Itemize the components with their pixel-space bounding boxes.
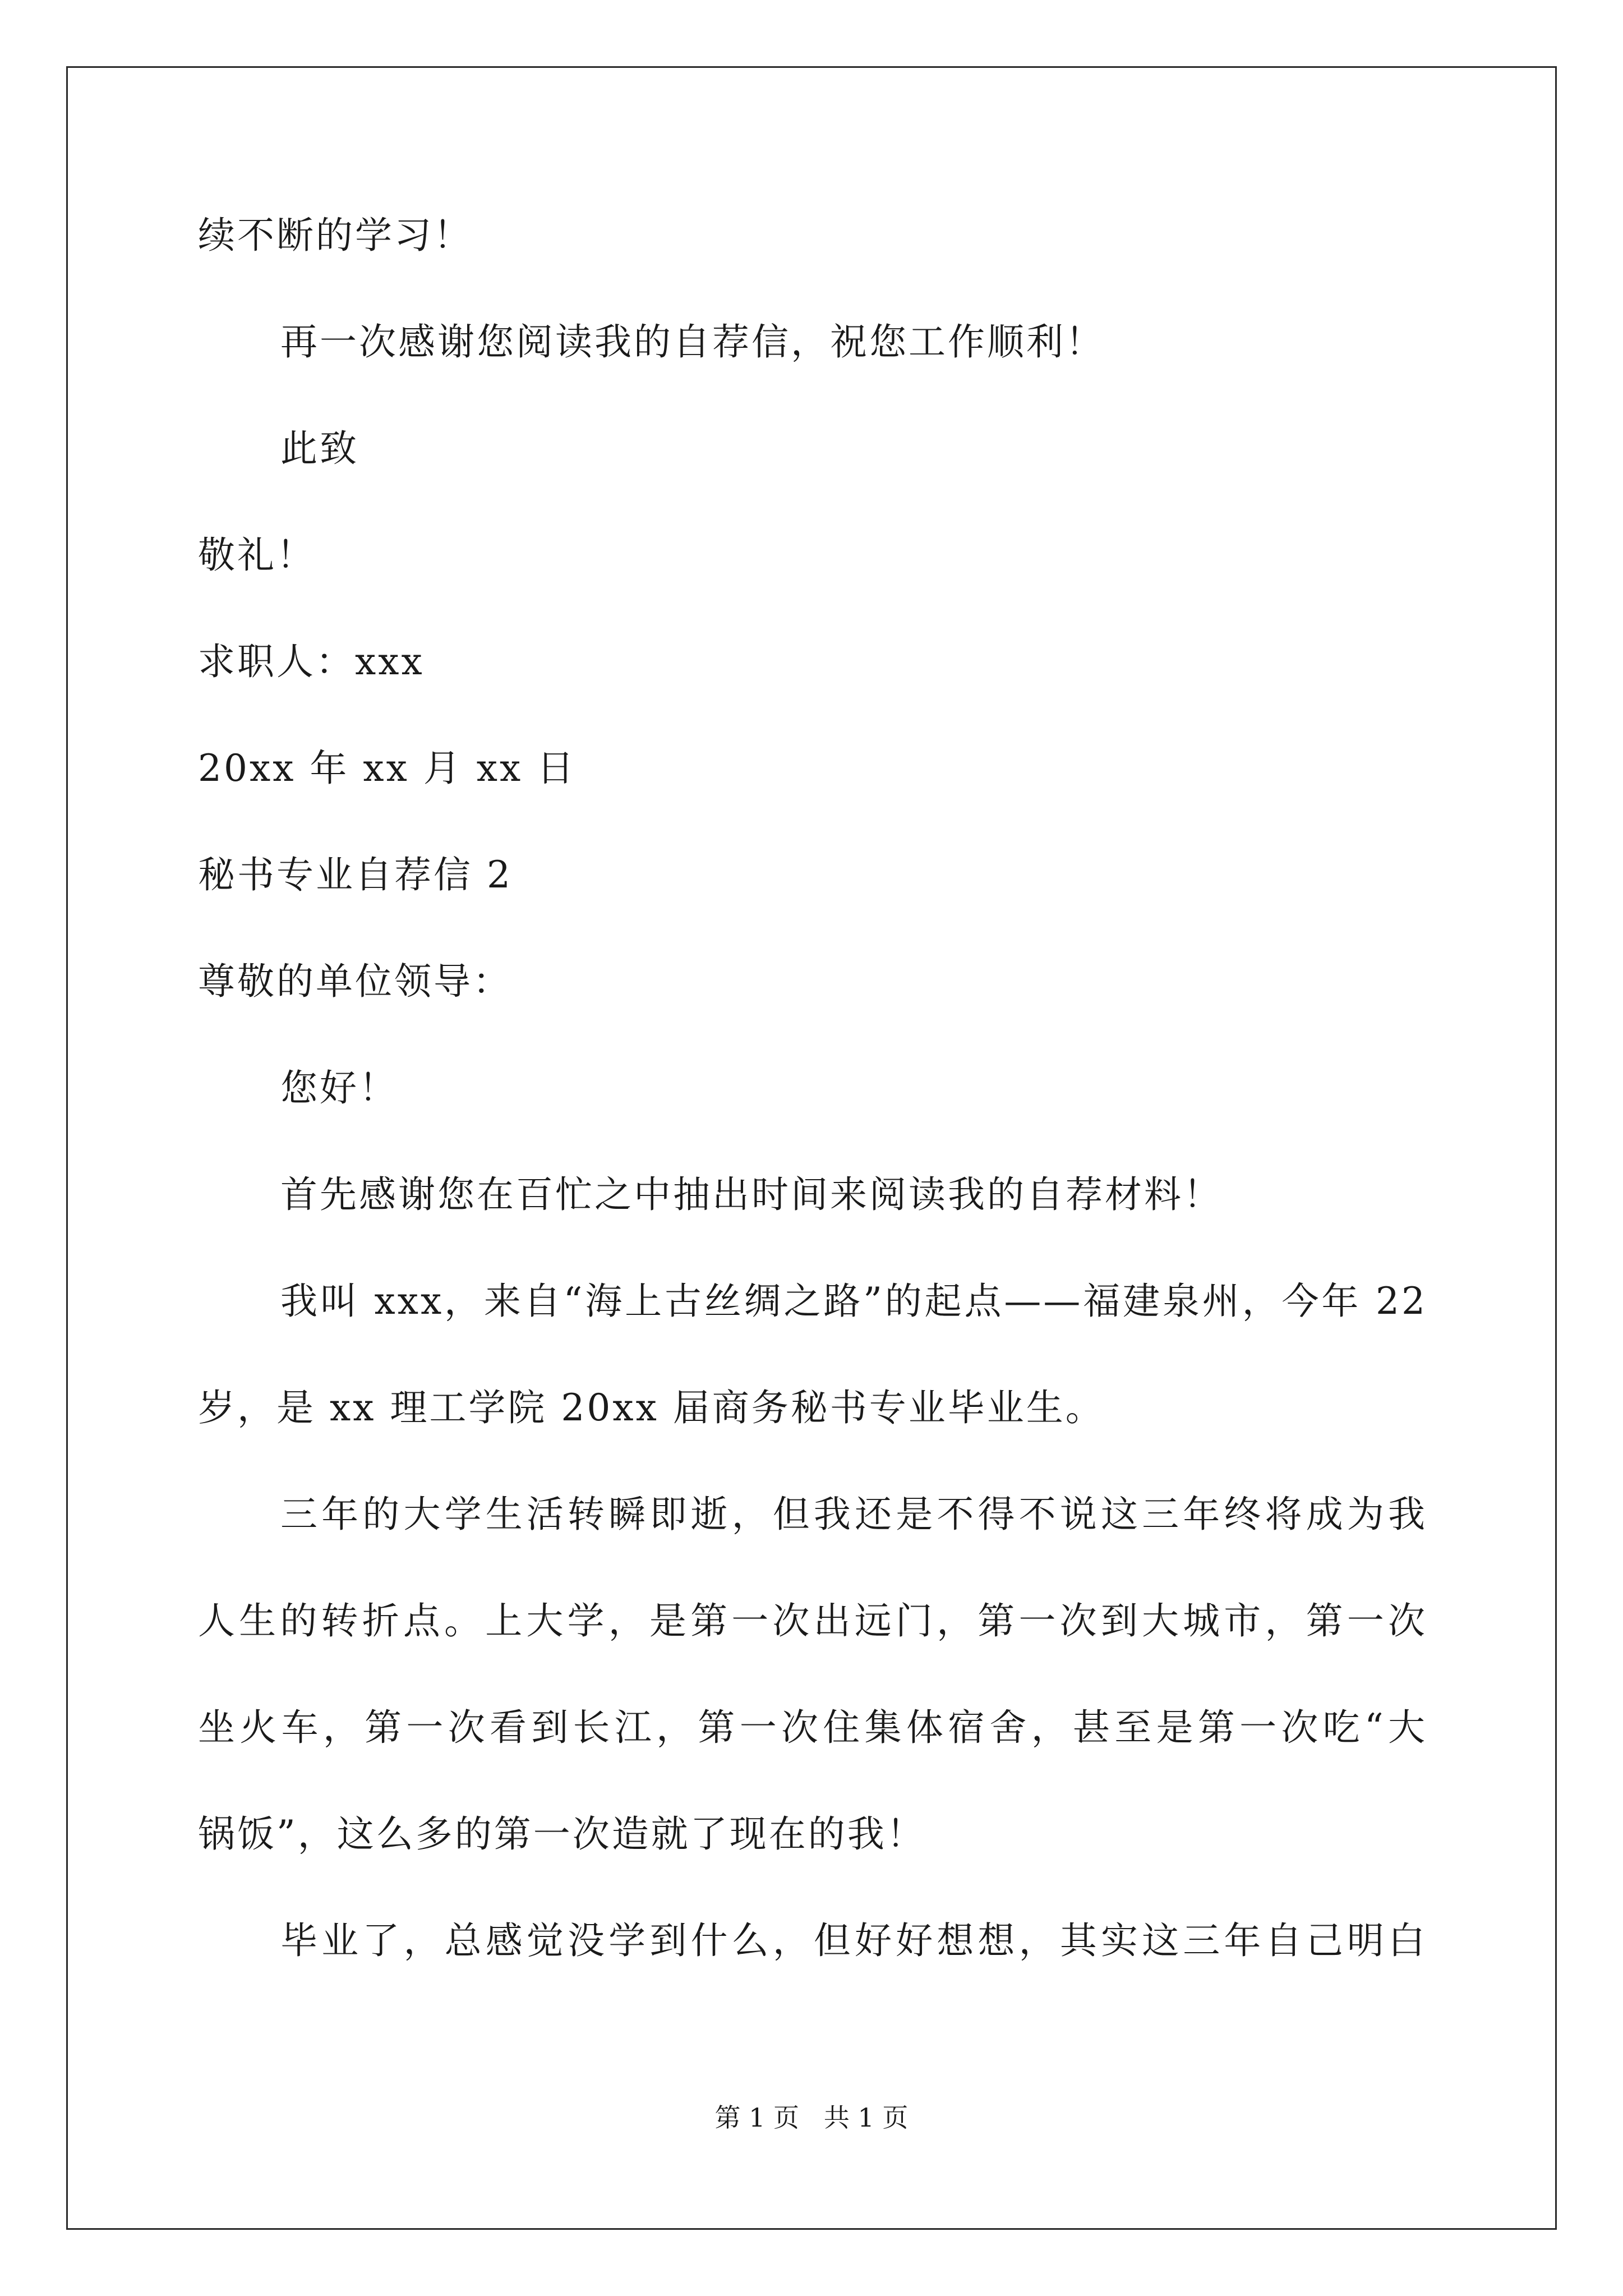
- text-line: 锅饭”，这么多的第一次造就了现在的我！: [198, 1812, 926, 1856]
- salutation: 尊敬的单位领导：: [198, 960, 512, 1003]
- text-line: 20xx 年 xx 月 xx 日: [198, 747, 577, 790]
- text-line: 岁，是 xx 理工学院 20xx 届商务秘书专业毕业生。: [198, 1386, 1105, 1429]
- text-line: 人生的转折点。上大学，是第一次出远门，第一次到大城市，第一次: [198, 1599, 1427, 1642]
- text-line: 此致: [280, 427, 359, 470]
- text-line: 三年的大学生活转瞬即逝，但我还是不得不说这三年终将成为我: [280, 1493, 1427, 1536]
- text-line: 我叫 xxx，来自“海上古丝绸之路”的起点——福建泉州，今年 22: [280, 1280, 1427, 1323]
- section-title: 秘书专业自荐信 2: [198, 853, 513, 896]
- text-line: 求职人：xxx: [198, 640, 425, 683]
- text-line: 再一次感谢您阅读我的自荐信，祝您工作顺利！: [280, 320, 1105, 364]
- text-line: 续不断的学习！: [198, 214, 473, 257]
- text-line: 毕业了，总感觉没学到什么，但好好想想，其实这三年自己明白: [280, 1919, 1427, 1962]
- page-border: [66, 66, 1557, 2230]
- text-line: 首先感谢您在百忙之中抽出时间来阅读我的自荐材料！: [280, 1173, 1223, 1216]
- greeting: 您好！: [280, 1066, 398, 1110]
- text-line: 坐火车，第一次看到长江，第一次住集体宿舍，甚至是第一次吃“大: [198, 1706, 1427, 1749]
- text-line: 敬礼！: [198, 533, 316, 577]
- page-footer: 第 1 页 共 1 页: [714, 2102, 909, 2133]
